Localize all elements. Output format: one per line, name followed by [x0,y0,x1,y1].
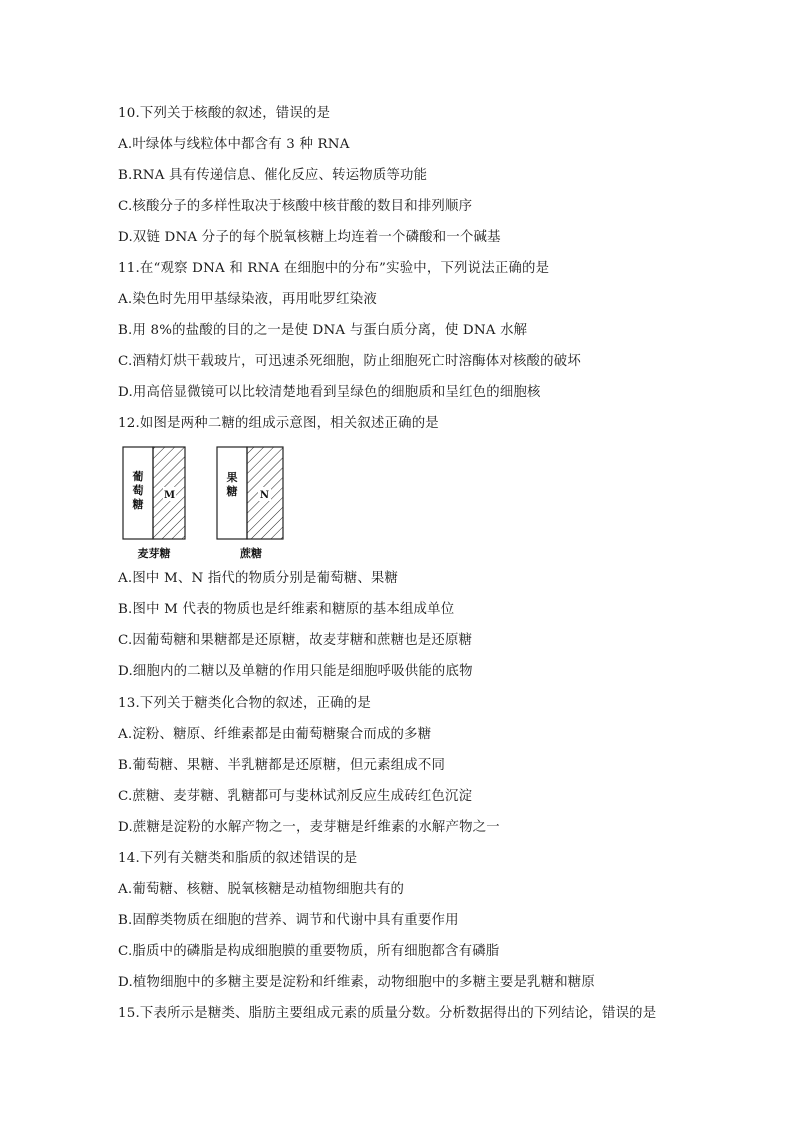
maltose-composition [123,447,185,560]
maltose-left-label-3: 糖 [132,498,144,511]
question-12-option-d: D.细胞内的二糖以及单糖的作用只能是细胞呼吸供能的底物 [118,664,473,679]
question-13-option-a: A.淀粉、糖原、纤维素都是由葡萄糖聚合而成的多糖 [118,727,432,742]
question-11-option-c: C.酒精灯烘干载玻片，可迅速杀死细胞，防止细胞死亡时溶酶体对核酸的破坏 [118,354,581,369]
question-14-option-b: B.固醇类物质在细胞的营养、调节和代谢中具有重要作用 [118,913,459,928]
question-13-option-b: B.葡萄糖、果糖、半乳糖都是还原糖，但元素组成不同 [118,758,446,773]
maltose-caption: 麦芽糖 [137,547,171,560]
maltose-m-label: M [163,490,176,501]
sucrose-caption: 蔗糖 [240,547,262,560]
question-14-stem: 14.下列有关糖类和脂质的叙述错误的是 [118,851,358,866]
question-12-stem: 12.如图是两种二糖的组成示意图，相关叙述正确的是 [118,416,439,431]
question-14-option-d: D.植物细胞中的多糖主要是淀粉和纤维素，动物细胞中的多糖主要是乳糖和糖原 [118,975,595,990]
sucrose-left-label-2: 糖 [226,485,238,498]
question-10-stem: 10.下列关于核酸的叙述，错误的是 [118,106,331,121]
question-11-option-b: B.用 8%的盐酸的目的之一是使 DNA 与蛋白质分离，使 DNA 水解 [118,323,528,338]
question-10-option-c: C.核酸分子的多样性取决于核酸中核苷酸的数目和排列顺序 [118,199,473,214]
question-10-option-b: B.RNA 具有传递信息、催化反应、转运物质等功能 [118,168,428,183]
sucrose-left-label-1: 果 [226,471,238,484]
disaccharide-diagram-svg [118,444,298,564]
maltose-left-label-2: 萄 [132,484,144,497]
sucrose-composition [217,447,283,560]
question-14-option-a: A.葡萄糖、核糖、脱氧核糖是动植物细胞共有的 [118,882,405,897]
sucrose-n-label: N [259,490,270,501]
question-13-option-d: D.蔗糖是淀粉的水解产物之一，麦芽糖是纤维素的水解产物之一 [118,820,500,835]
disaccharide-diagram [118,444,298,564]
maltose-left-label-1: 葡 [132,470,144,483]
question-11-stem: 11.在“观察 DNA 和 RNA 在细胞中的分布”实验中，下列说法正确的是 [118,261,550,276]
question-10-option-a: A.叶绿体与线粒体中都含有 3 种 RNA [118,137,350,152]
question-13-option-c: C.蔗糖、麦芽糖、乳糖都可与斐林试剂反应生成砖红色沉淀 [118,789,473,804]
question-12-option-c: C.因葡萄糖和果糖都是还原糖，故麦芽糖和蔗糖也是还原糖 [118,633,473,648]
question-11-option-a: A.染色时先用甲基绿染液，再用吡罗红染液 [118,292,377,307]
question-14-option-c: C.脂质中的磷脂是构成细胞膜的重要物质，所有细胞都含有磷脂 [118,944,500,959]
question-15-stem: 15.下表所示是糖类、脂肪主要组成元素的质量分数。分析数据得出的下列结论，错误的是 [118,1006,657,1021]
question-13-stem: 13.下列关于糖类化合物的叙述，正确的是 [118,696,371,711]
question-11-option-d: D.用高倍显微镜可以比较清楚地看到呈绿色的细胞质和呈红色的细胞核 [118,385,541,400]
question-12-option-b: B.图中 M 代表的物质也是纤维素和糖原的基本组成单位 [118,602,455,617]
question-12-option-a: A.图中 M、N 指代的物质分别是葡萄糖、果糖 [118,571,399,586]
question-10-option-d: D.双链 DNA 分子的每个脱氧核糖上均连着一个磷酸和一个碱基 [118,230,501,245]
